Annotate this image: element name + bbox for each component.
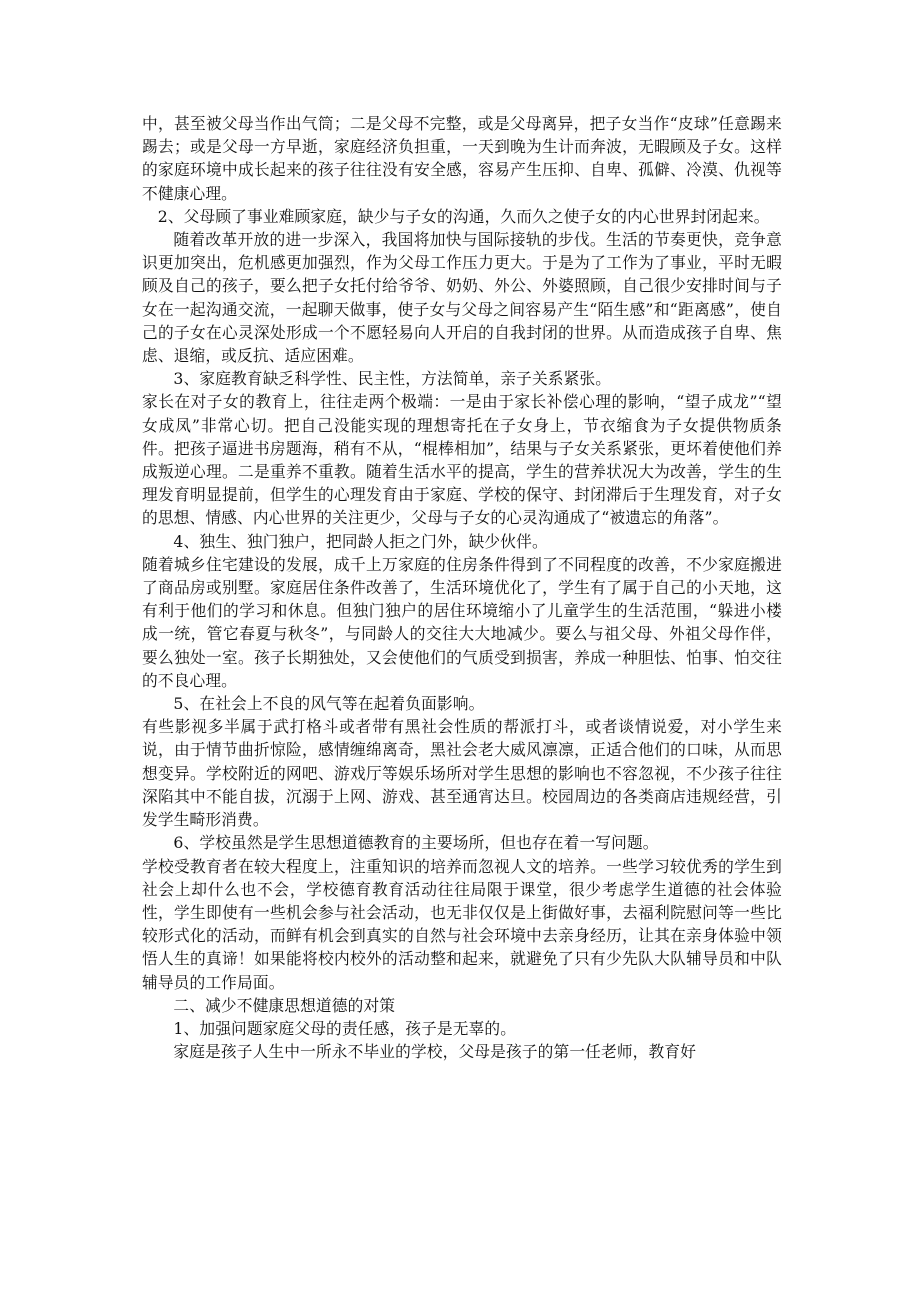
paragraph-education-extremes: 家长在对子女的教育上，往往走两个极端：一是由于家长补偿心理的影响，“望子成龙”“望女成凤”非常心切。把自己没能实现的理想寄托在子女身上，节衣缩食为子女提供物质条件。把孩子逼进书房题海，稍有不从，“棍棒相加”，结果与子女关系紧张，更坏着使他们养成叛逆心理。二是重养不重教。随着生活水平的提高，学生的营养状况大为改善，学生的生理发育明显提前，但学生的心理发育由于家庭、学校的保守、封闭滞后于生理发育，对子女的思想、情感、内心世界的关注更少，父母与子女的心灵沟通成了“被遗忘的角落”。	[142, 392, 782, 528]
point-3-heading: 3、家庭教育缺乏科学性、民主性，方法简单，亲子关系紧张。	[173, 369, 612, 389]
point-2-heading: 2、父母顾了事业难顾家庭，缺少与子女的沟通，久而久之使子女的内心世界封闭起来。	[157, 206, 770, 226]
point-6-heading: 6、学校虽然是学生思想道德教育的主要场所，但也存在着一写问题。	[173, 833, 659, 853]
paragraph-school-education: 学校受教育者在较大程度上，注重知识的培养而忽视人文的培养。一些学习较优秀的学生到社会上却什么也不会，学校德育教育活动往往局限于课堂，很少考虑学生道德的社会体验性，学生即使有一些机会参与社会活动，也无非仅仅是上街做好事，去福利院慰问等一些比较形式化的活动，而鲜有机会到真实的自然与社会环境中去亲身经历，让其在亲身体验中领悟人生的真谛！如果能将校内校外的活动整和起来，就避免了只有少先队大队辅导员和中队辅导员的工作局面。	[142, 856, 782, 992]
paragraph-social-influence: 有些影视多半属于武打格斗或者带有黑社会性质的帮派打斗，或者谈情说爱，对小学生来说，由于情节曲折惊险，感情缠绵离奇，黑社会老大威风凛凛，正适合他们的口味，从而思想变异。学校附近的网吧、游戏厅等娱乐场所对学生思想的影响也不容忽视，不少孩子往往深陷其中不能自拔，沉溺于上网、游戏、甚至通宵达旦。校园周边的各类商店违规经营，引发学生畸形消费。	[142, 717, 782, 830]
paragraph-reform-pressure: 随着改革开放的进一步深入，我国将加快与国际接轨的步伐。生活的节奏更快，竞争意识更加突出，危机感更加强烈，作为父母工作压力更大。于是为了工作为了事业，平时无暇顾及自己的孩子，要么把子女托付给爷爷、奶奶、外公、外婆照顾，自己很少安排时间与子女在一起沟通交流，一起聊天做事，使子女与父母之间容易产生“陌生感”和“距离感”，使自己的子女在心灵深处形成一个不愿轻易向人开启的自我封闭的世界。从而造成孩子自卑、焦虑、退缩，或反抗、适应困难。	[142, 230, 782, 366]
countermeasure-1-heading: 1、加强问题家庭父母的责任感，孩子是无辜的。	[173, 1018, 517, 1038]
section-2-heading: 二、减少不健康思想道德的对策	[173, 995, 396, 1015]
paragraph-family-school: 家庭是孩子人生中一所永不毕业的学校，父母是孩子的第一任老师，教育好	[173, 1042, 697, 1062]
point-5-heading: 5、在社会上不良的风气等在起着负面影响。	[173, 694, 485, 714]
point-4-heading: 4、独生、独门独户，把同龄人拒之门外，缺少伙伴。	[173, 531, 548, 551]
paragraph-housing: 随着城乡住宅建设的发展，成千上万家庭的住房条件得到了不同程度的改善，不少家庭搬进了商品房或别墅。家庭居住条件改善了，生活环境优化了，学生有了属于自己的小天地，这有利于他们的学习和休息。但独门独户的居住环境缩小了儿童学生的生活范围，“躲进小楼成一统，管它春夏与秋冬”，与同龄人的交往大大地减少。要么与祖父母、外祖父母作伴，要么独处一室。孩子长期独处，又会使他们的气质受到损害，养成一种胆怯、怕事、怕交往的不良心理。	[142, 554, 782, 690]
document-body	[142, 112, 782, 1063]
paragraph-family-environment: 中，甚至被父母当作出气筒；二是父母不完整，或是父母离异，把子女当作“皮球”任意踢来踢去；或是父母一方早逝，家庭经济负担重，一天到晚为生计而奔波，无暇顾及子女。这样的家庭环境中成长起来的孩子往往没有安全感，容易产生压抑、自卑、孤僻、冷漠、仇视等不健康心理。	[142, 114, 782, 203]
